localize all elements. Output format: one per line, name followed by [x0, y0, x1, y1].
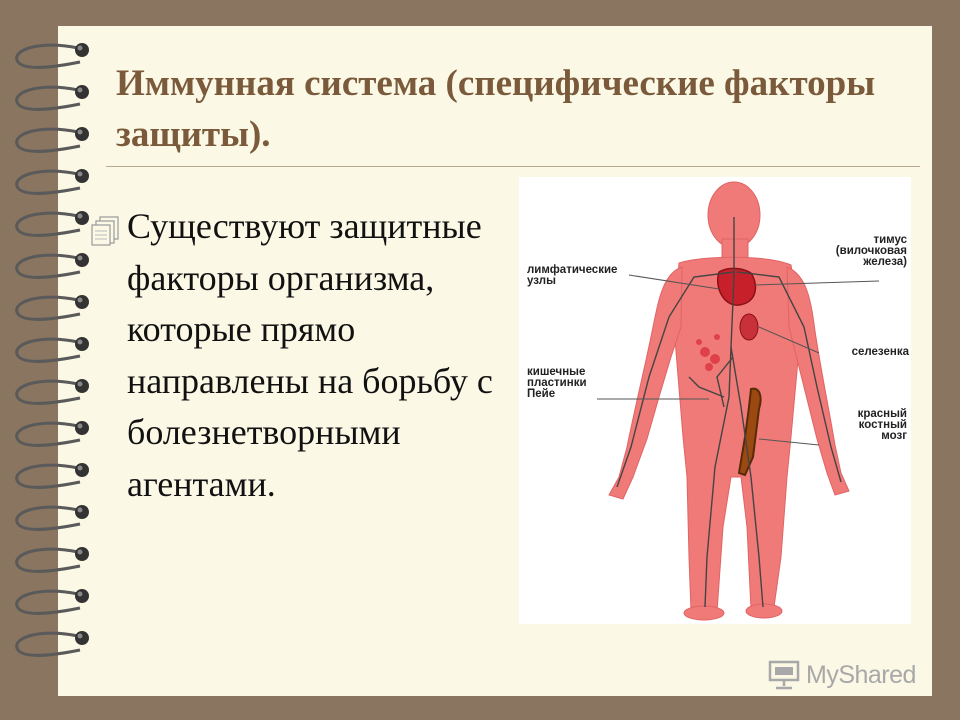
watermark-text: MyShared [806, 660, 916, 689]
spleen-shape [740, 314, 758, 340]
title-divider [106, 166, 920, 167]
label-spleen: селезенка [851, 346, 909, 358]
label-lymph-nodes: лимфатические узлы [527, 264, 618, 287]
label-bone-marrow: красный костный мозг [857, 408, 907, 442]
label-peyer-patches: кишечные пластинки Пейе [527, 366, 587, 400]
watermark [768, 658, 916, 692]
note-pages-icon [90, 215, 122, 247]
immune-system-figure [519, 177, 911, 624]
presentation-screen-icon [768, 660, 800, 690]
label-thymus: тимус (вилочковая железа) [835, 234, 907, 268]
slide-title: Иммунная система (специфические факторы защиты). [116, 63, 876, 155]
bullet-text: Существуют защитные факторы организма, которые прямо направлены на борьбу с болезнетворными агентами. [127, 206, 493, 504]
spiral-binding [0, 0, 110, 720]
